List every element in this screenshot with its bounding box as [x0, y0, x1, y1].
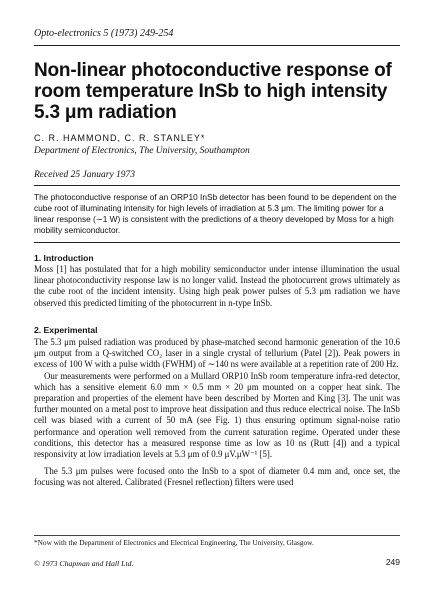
- page-number: 249: [385, 557, 400, 567]
- journal-citation: Opto-electronics 5 (1973) 249-254: [34, 28, 174, 39]
- section-heading-introduction: 1. Introduction: [34, 253, 94, 263]
- paragraph: Moss [1] has postulated that for a high mobility semiconductor under intense illumination the usual linear photoconductivity response law is no longer valid. Instead the photocurrent grows ultimately as the cube root of the incident intensity. Using high peak power pulses of 5.3 μm radiation we have observed this predicted limiting of the photocurrent in n-type InSb.: [34, 264, 400, 308]
- received-date: Received 25 January 1973: [34, 170, 136, 180]
- author-list: C. R. HAMMOND, C. R. STANLEY*: [34, 133, 206, 143]
- paragraph: Our measurements were performed on a Mullard ORP10 InSb room temperature infra-red detector, which has a sensitive element 6.0 mm × 0.5 mm × 20 μm mounted on a copper heat sink. The preparation and properties of the element have been described by Morten and King [3]. The unit was further mounted on a metal post to improve heat dissipation and thus reduce electrical noise. The InSb cell was biased with a current of 50 mA (see Fig. 1) thus ensuring optimum signal-noise ratio performance and operation well removed from the current saturation regime. Operated under these conditions, this detector has a measured response time as low as 10 ns (Rutt [4]) and a typical responsivity at low irradiation levels at 5.3 μm of 0.9 μV.μW⁻¹ [5].: [34, 370, 400, 460]
- paper-title: Non-linear photoconductive response of room temperature InSb to high intensity 5.3 μm radiation: [34, 60, 392, 123]
- paragraph: The 5.3 μm pulsed radiation was produced by phase-matched second harmonic generation of the 10.6 μm output from a Q-switched CO₂ laser in a single crystal of tellurium (Patel [2]). Peak powers in excess of 100 W with a pulse width (FWHM) of ∼140 ns were available at a repetition rate of 200 Hz.: [34, 337, 400, 370]
- header-rule: [34, 45, 400, 46]
- footnote: *Now with the Department of Electronics and Electrical Engineering, The University, Glasgow.: [34, 538, 314, 547]
- section-heading-experimental: 2. Experimental: [34, 325, 98, 335]
- section-body-experimental: [34, 337, 400, 489]
- abstract: The photoconductive response of an ORP10 InSb detector has been found to be dependent on the cube root of illuminating intensity for high levels of irradiation at 5.3 μm. The limiting power for a linear response (∼1 W) is consistent with the predictions of a theory developed by Moss for a high mobility semiconductor.: [34, 185, 400, 243]
- section-body-introduction: [34, 264, 400, 309]
- footnote-rule: [34, 535, 400, 536]
- copyright-notice: © 1973 Chapman and Hall Ltd.: [34, 559, 134, 568]
- paragraph: The 5.3 μm pulses were focused onto the InSb to a spot of diameter 0.4 mm and, once set, the focusing was not altered. Calibrated (Fresnel reflection) filters were used: [34, 466, 400, 488]
- affiliation: Department of Electronics, The University, Southampton: [34, 146, 250, 156]
